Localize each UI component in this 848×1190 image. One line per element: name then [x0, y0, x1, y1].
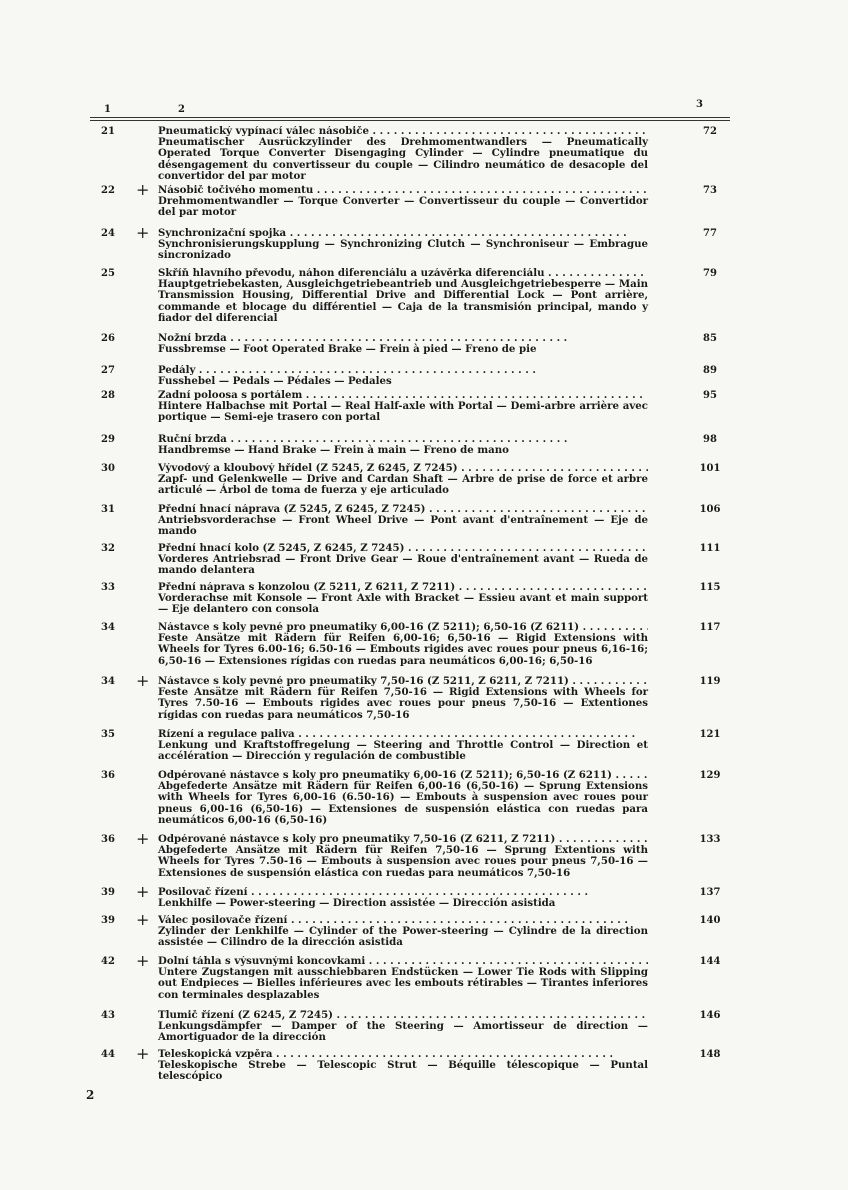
item-number: 25	[101, 268, 115, 279]
translations: Fusshebel — Pedals — Pédales — Pedales	[158, 375, 392, 388]
czech-title: Skříň hlavního převodu, náhon diferenciálu a uzávěrka diferenciálu . . .	[158, 268, 648, 279]
page-ref[interactable]: 133	[699, 834, 721, 845]
item-number: 28	[101, 390, 115, 401]
translations: Abgefederte Ansätze mit Rädern für Reifen 6,00-16 (6,50-16) — Sprung Extensions with Wheels for Tyres 6,00-16 (6.50-16) — Embouts à suspension avec roues pour pneus 6,00-16 (6,50-16) — Extensiones de suspensión elástica con ruedas para neumáticos 6,00-16 (6,50-16)	[158, 780, 648, 826]
header-col-1: 1	[104, 104, 111, 115]
item-description	[158, 333, 648, 355]
item-description	[158, 228, 648, 262]
page-ref[interactable]: 98	[703, 434, 717, 445]
translations: Feste Ansätze mit Rädern für Reifen 6,00-16; 6,50-16 — Rigid Extensions with Wheels for Tyres 6.00-16; 6.50-16 — Embouts rigides avec roues pour pneus 6,16-16; 6,50-16 — Extensiones rígidas con ruedas para neumáticos 6,00-16; 6,50-16	[158, 632, 648, 667]
page-ref[interactable]: 85	[703, 333, 717, 344]
item-number: 21	[101, 126, 115, 137]
item-number: 31	[101, 504, 115, 515]
page-ref[interactable]: 77	[703, 228, 717, 239]
item-number: 26	[101, 333, 115, 344]
item-number: 30	[101, 463, 115, 474]
header-col-3: 3	[696, 99, 703, 110]
translations: Vorderes Antriebsrad — Front Drive Gear — Roue d'entraînement avant — Rueda de mando delantera	[158, 553, 648, 577]
czech-title: Pedály . . .	[158, 365, 648, 376]
page-ref[interactable]: 89	[703, 365, 717, 376]
item-description	[158, 185, 648, 219]
translations: Teleskopische Strebe — Telescopic Strut — Béquille télescopique — Puntal telescópico	[158, 1059, 648, 1083]
item-number: 34	[101, 622, 115, 633]
page-ref[interactable]: 146	[699, 1010, 721, 1021]
czech-title: Nástavce s koly pevné pro pneumatiky 7,50-16 (Z 5211, Z 6211, Z 7211) . . .	[158, 676, 648, 687]
item-description	[158, 365, 648, 387]
item-description	[158, 504, 648, 538]
header-rule-2	[90, 120, 730, 121]
item-number: 36	[101, 834, 115, 845]
czech-title: Přední náprava s konzolou (Z 5211, Z 6211, Z 7211) . . .	[158, 582, 648, 593]
item-number: 35	[101, 729, 115, 740]
page-ref[interactable]: 115	[699, 582, 721, 593]
item-description	[158, 1010, 648, 1044]
page-ref[interactable]: 79	[703, 268, 717, 279]
translations: Hintere Halbachse mit Portal — Real Half-axle with Portal — Demi-arbre arrière avec portique — Semi-eje trasero con portal	[158, 400, 648, 424]
page-ref[interactable]: 140	[699, 915, 721, 926]
translations: Lenkungsdämpfer — Damper of the Steering — Amortisseur de direction — Amortiguador de la dirección	[158, 1020, 648, 1044]
translations: Handbremse — Hand Brake — Frein à main — Freno de mano	[158, 444, 509, 457]
translations: Lenkhilfe — Power-steering — Direction assistée — Dirección asistida	[158, 897, 556, 910]
czech-title: Válec posilovače řízení . . .	[158, 915, 648, 926]
item-description	[158, 434, 648, 456]
item-description	[158, 676, 648, 721]
item-description	[158, 729, 648, 763]
plus-marker: +	[136, 1044, 150, 1063]
translations: Antriebsvorderachse — Front Wheel Drive — Pont avant d'entraînement — Eje de mando	[158, 514, 648, 538]
plus-marker: +	[136, 180, 150, 199]
czech-title: Řízení a regulace paliva . . .	[158, 729, 648, 740]
header-rule	[90, 117, 730, 118]
plus-marker: +	[136, 910, 150, 929]
czech-title: Dolní táhla s výsuvnými koncovkami . . .	[158, 956, 648, 967]
translations: Untere Zugstangen mit ausschiebbaren Endstücken — Lower Tie Rods with Slipping out Endpieces — Bielles inférieures avec les embouts rétirables — Tirantes inferiores con terminales desplazables	[158, 966, 648, 1001]
item-number: 33	[101, 582, 115, 593]
item-number: 42	[101, 956, 115, 967]
page-ref[interactable]: 144	[699, 956, 721, 967]
translations: Feste Ansätze mit Rädern für Reifen 7,50-16 — Rigid Extensions with Wheels for Tyres 7.50-16 — Embouts rigides avec roues pour pneus 7,50-16 — Extentiones rígidas con ruedas para neumáticos 7,50-16	[158, 686, 648, 721]
item-description	[158, 463, 648, 497]
translations: Vorderachse mit Konsole — Front Axle with Bracket — Essieu avant et main support — Eje delantero con consola	[158, 592, 648, 616]
item-description	[158, 915, 648, 949]
item-number: 27	[101, 365, 115, 376]
page-ref[interactable]: 148	[699, 1049, 721, 1060]
item-number: 32	[101, 543, 115, 554]
translations: Fussbremse — Foot Operated Brake — Frein à pied — Freno de pie	[158, 343, 537, 356]
page-ref[interactable]: 129	[699, 770, 721, 781]
plus-marker: +	[136, 882, 150, 901]
item-number: 43	[101, 1010, 115, 1021]
item-number: 36	[101, 770, 115, 781]
page-ref[interactable]: 121	[699, 729, 721, 740]
czech-title: Nožní brzda . . .	[158, 333, 648, 344]
item-description	[158, 887, 648, 909]
page-ref[interactable]: 95	[703, 390, 717, 401]
czech-title: Ruční brzda . . .	[158, 434, 648, 445]
item-number: 22	[101, 185, 115, 196]
page-ref[interactable]: 106	[699, 504, 721, 515]
item-description	[158, 582, 648, 616]
page-ref[interactable]: 72	[703, 126, 717, 137]
item-description	[158, 770, 648, 826]
czech-title: Přední hnací kolo (Z 5245, Z 6245, Z 7245) . . .	[158, 543, 648, 554]
czech-title: Pneumatický vypínací válec násobiče . . .	[158, 126, 648, 137]
item-number: 44	[101, 1049, 115, 1060]
item-number: 39	[101, 915, 115, 926]
czech-title: Tlumič řízení (Z 6245, Z 7245) . . .	[158, 1010, 648, 1021]
czech-title: Nástavce s koly pevné pro pneumatiky 6,00-16 (Z 5211); 6,50-16 (Z 6211) . . .	[158, 622, 648, 633]
page-ref[interactable]: 101	[699, 463, 721, 474]
plus-marker: +	[136, 829, 150, 848]
item-number: 24	[101, 228, 115, 239]
page-ref[interactable]: 73	[703, 185, 717, 196]
translations: Synchronisierungskupplung — Synchronizing Clutch — Synchroniseur — Embrague sincronizado	[158, 238, 648, 262]
header-col-2: 2	[178, 104, 185, 115]
czech-title: Odpérované nástavce s koly pro pneumatiky 7,50-16 (Z 6211, Z 7211) . . .	[158, 834, 648, 845]
plus-marker: +	[136, 671, 150, 690]
plus-marker: +	[136, 951, 150, 970]
plus-marker: +	[136, 223, 150, 242]
translations: Hauptgetriebekasten, Ausgleichgetriebeantrieb und Ausgleichgetriebesperre — Main Transmission Housing, Differential Drive and Differential Lock — Pont arrière, commande et blocage du différentiel — Caja de la transmisión principal, mando y fiador del diferencial	[158, 278, 648, 324]
czech-title: Přední hnací náprava (Z 5245, Z 6245, Z 7245) . . .	[158, 504, 648, 515]
item-description	[158, 1049, 648, 1083]
translations: Zylinder der Lenkhilfe — Cylinder of the Power-steering — Cylindre de la direction assistée — Cilindro de la dirección asistida	[158, 925, 648, 949]
item-number: 34	[101, 676, 115, 687]
translations: Drehmomentwandler — Torque Converter — Convertisseur du couple — Convertidor del par motor	[158, 195, 648, 219]
page-number: 2	[86, 1088, 95, 1102]
czech-title: Posilovač řízení . . .	[158, 887, 648, 898]
czech-title: Synchronizační spojka . . .	[158, 228, 648, 239]
translations: Lenkung und Kraftstoffregelung — Steering and Throttle Control — Direction et accélération — Dirección y regulación de combustible	[158, 739, 648, 763]
page-ref[interactable]: 111	[699, 543, 721, 554]
page-ref[interactable]: 119	[699, 676, 721, 687]
translations: Zapf- und Gelenkwelle — Drive and Cardan Shaft — Arbre de prise de force et arbre articulé — Árbol de toma de fuerza y eje articulado	[158, 473, 648, 497]
item-number: 29	[101, 434, 115, 445]
czech-title: Násobič točivého momentu . . .	[158, 185, 648, 196]
czech-title: Zadní poloosa s portálem . . .	[158, 390, 648, 401]
czech-title: Teleskopická vzpěra . . .	[158, 1049, 648, 1060]
item-description	[158, 622, 648, 667]
item-number: 39	[101, 887, 115, 898]
item-description	[158, 126, 648, 182]
page-ref[interactable]: 137	[699, 887, 721, 898]
czech-title: Vývodový a kloubový hřídel (Z 5245, Z 6245, Z 7245) . . .	[158, 463, 648, 474]
czech-title: Odpérované nástavce s koly pro pneumatiky 6,00-16 (Z 5211); 6,50-16 (Z 6211) . . .	[158, 770, 648, 781]
item-description	[158, 390, 648, 424]
translations: Abgefederte Ansätze mit Rädern für Reifen 7,50-16 — Sprung Extentions with Wheels for Tyres 7.50-16 — Embouts à suspension avec roues pour pneus 7,50-16 — Extensiones de suspensión elástica con ruedas para neumáticos 7,50-16	[158, 844, 648, 879]
item-description	[158, 956, 648, 1001]
item-description	[158, 543, 648, 577]
page-ref[interactable]: 117	[699, 622, 721, 633]
item-description	[158, 268, 648, 324]
item-description	[158, 834, 648, 879]
translations: Pneumatischer Ausrückzylinder des Drehmomentwandlers — Pneumatically Operated Torque Converter Disengaging Cylinder — Cylindre pneumatique du désengagement du convertisseur du couple — Cilindro neumático de desacople del convertidor del par motor	[158, 136, 648, 182]
